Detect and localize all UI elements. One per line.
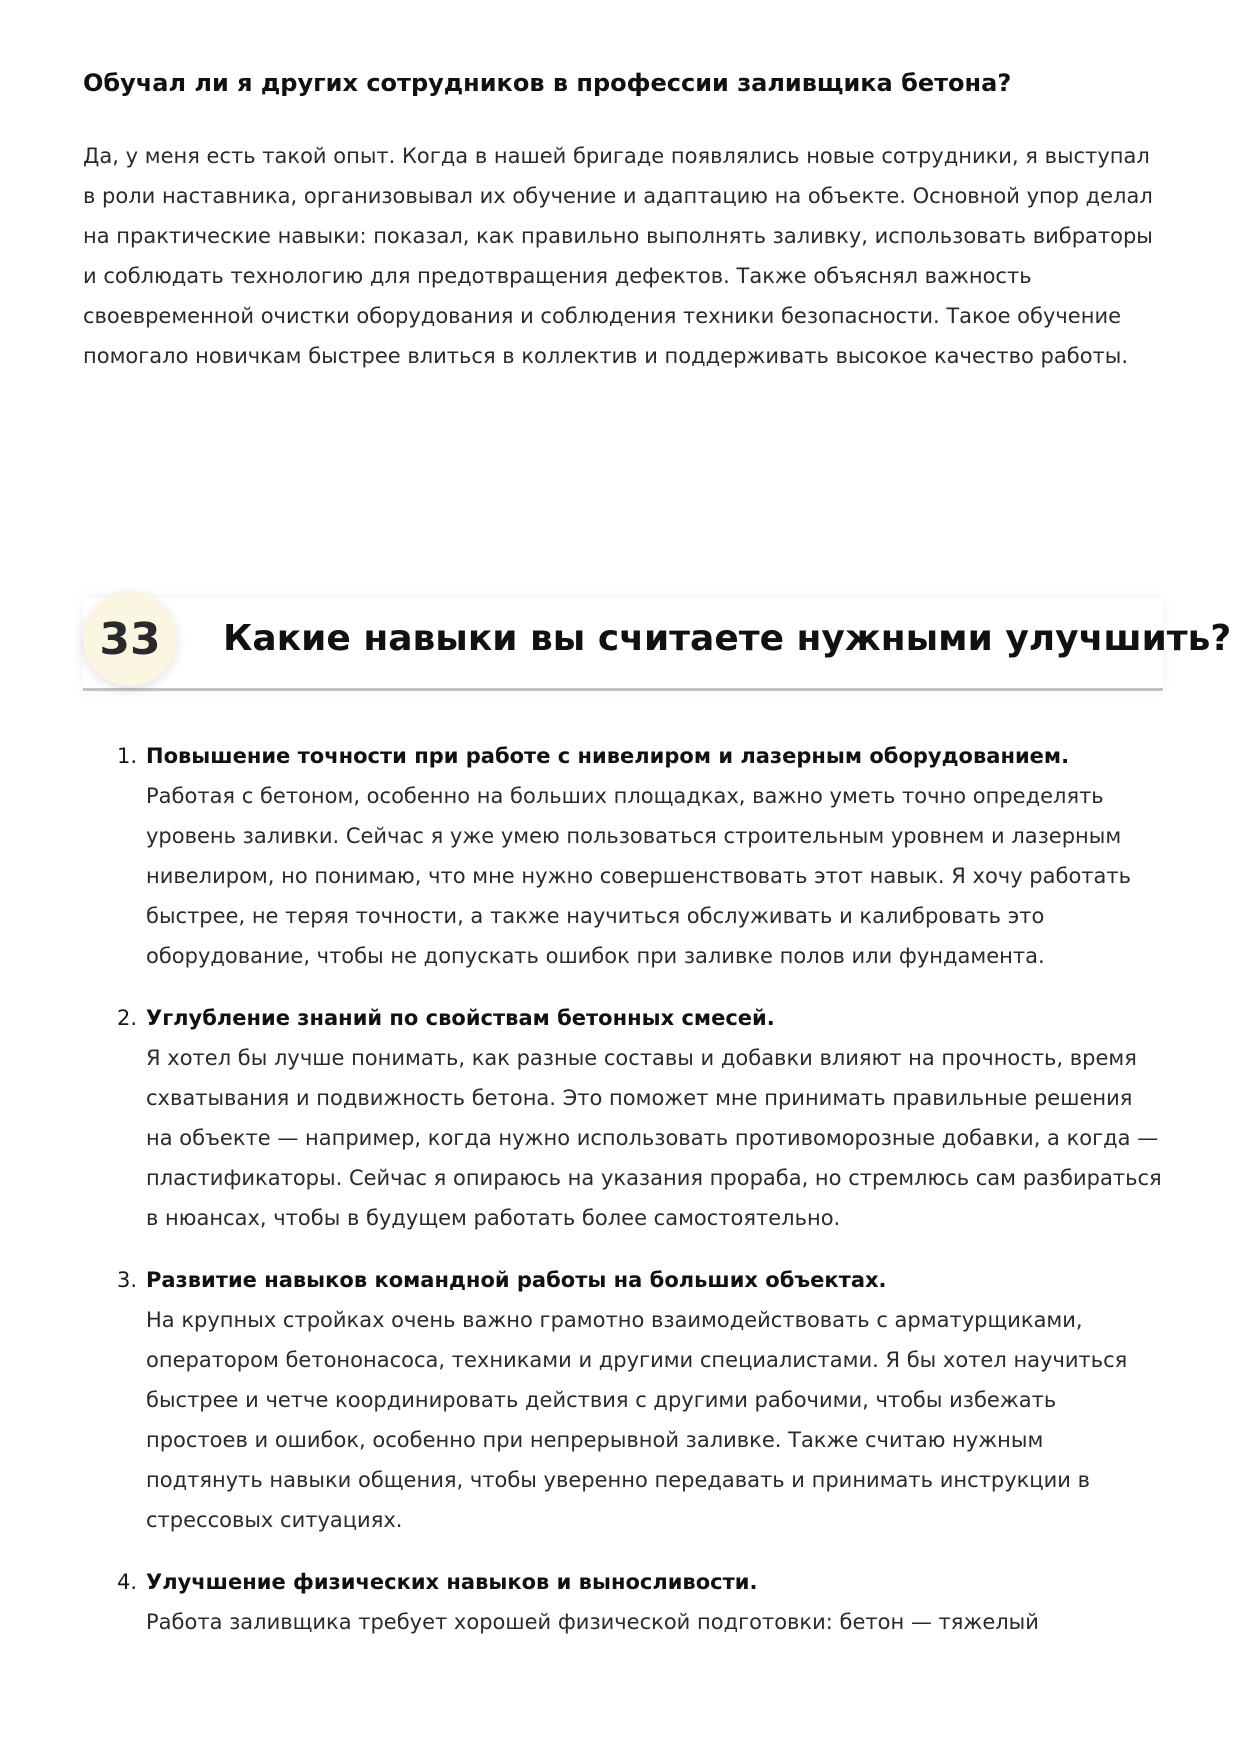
section-divider bbox=[83, 688, 1163, 691]
list-item bbox=[83, 1260, 1163, 1540]
list-item-title: Улучшение физических навыков и выносливости. bbox=[146, 1570, 758, 1594]
previous-answer-paragraph: Да, у меня есть такой опыт. Когда в нашей бригаде появлялись новые сотрудники, я выступал в роли наставника, организовывал их обучение и адаптацию на объекте. Основной упор делал на практические навыки: показал, как правильно выполнять заливку, использовать вибраторы и соблюдать технологию для предотвращения дефектов. Также объяснял важность своевременной очистки оборудования и соблюдения техники безопасности. Такое обучение помогало новичкам быстрее влиться в коллектив и поддерживать высокое качество работы. bbox=[83, 144, 1153, 368]
section-header bbox=[83, 588, 1232, 698]
list-item-title: Углубление знаний по свойствам бетонных смесей. bbox=[146, 1006, 775, 1030]
list-item-number: 4. bbox=[117, 1570, 138, 1594]
section-title: Какие навыки вы считаете нужными улучшить? bbox=[223, 618, 1232, 659]
list-item bbox=[83, 736, 1163, 976]
list-item bbox=[83, 1562, 1163, 1642]
list-item-body: Я хотел бы лучше понимать, как разные составы и добавки влияют на прочность, время схватывания и подвижность бетона. Это поможет мне принимать правильные решения на объекте — например, когда нужно использовать противоморозные добавки, а когда — пластификаторы. Сейчас я опираюсь на указания прораба, но стремлюсь сам разбираться в нюансах, чтобы в будущем работать более самостоятельно. bbox=[146, 1046, 1162, 1230]
list-item-title: Развитие навыков командной работы на больших объектах. bbox=[146, 1268, 887, 1292]
list-item-title: Повышение точности при работе с нивелиром и лазерным оборудованием. bbox=[146, 744, 1070, 768]
skills-list bbox=[83, 736, 1163, 1664]
previous-question-heading: Обучал ли я других сотрудников в профессии заливщика бетона? bbox=[83, 69, 1012, 97]
list-item-body: На крупных стройках очень важно грамотно взаимодействовать с арматурщиками, оператором бетононасоса, техниками и другими специалистами. Я бы хотел научиться быстрее и четче координировать действия с другими рабочими, чтобы избежать простоев и ошибок, особенно при непрерывной заливке. Также считаю нужным подтянуть навыки общения, чтобы уверенно передавать и принимать инструкции в стрессовых ситуациях. bbox=[146, 1308, 1128, 1532]
list-item bbox=[83, 998, 1163, 1238]
section-number-badge: 33 bbox=[83, 592, 177, 686]
list-item-number: 3. bbox=[117, 1268, 138, 1292]
list-item-number: 1. bbox=[117, 744, 138, 768]
list-item-number: 2. bbox=[117, 1006, 138, 1030]
list-item-body: Работа заливщика требует хорошей физической подготовки: бетон — тяжелый bbox=[146, 1610, 1039, 1634]
list-item-body: Работая с бетоном, особенно на больших площадках, важно уметь точно определять уровень заливки. Сейчас я уже умею пользоваться строительным уровнем и лазерным нивелиром, но понимаю, что мне нужно совершенствовать этот навык. Я хочу работать быстрее, не теряя точности, а также научиться обслуживать и калибровать это оборудование, чтобы не допускать ошибок при заливке полов или фундамента. bbox=[146, 784, 1132, 968]
